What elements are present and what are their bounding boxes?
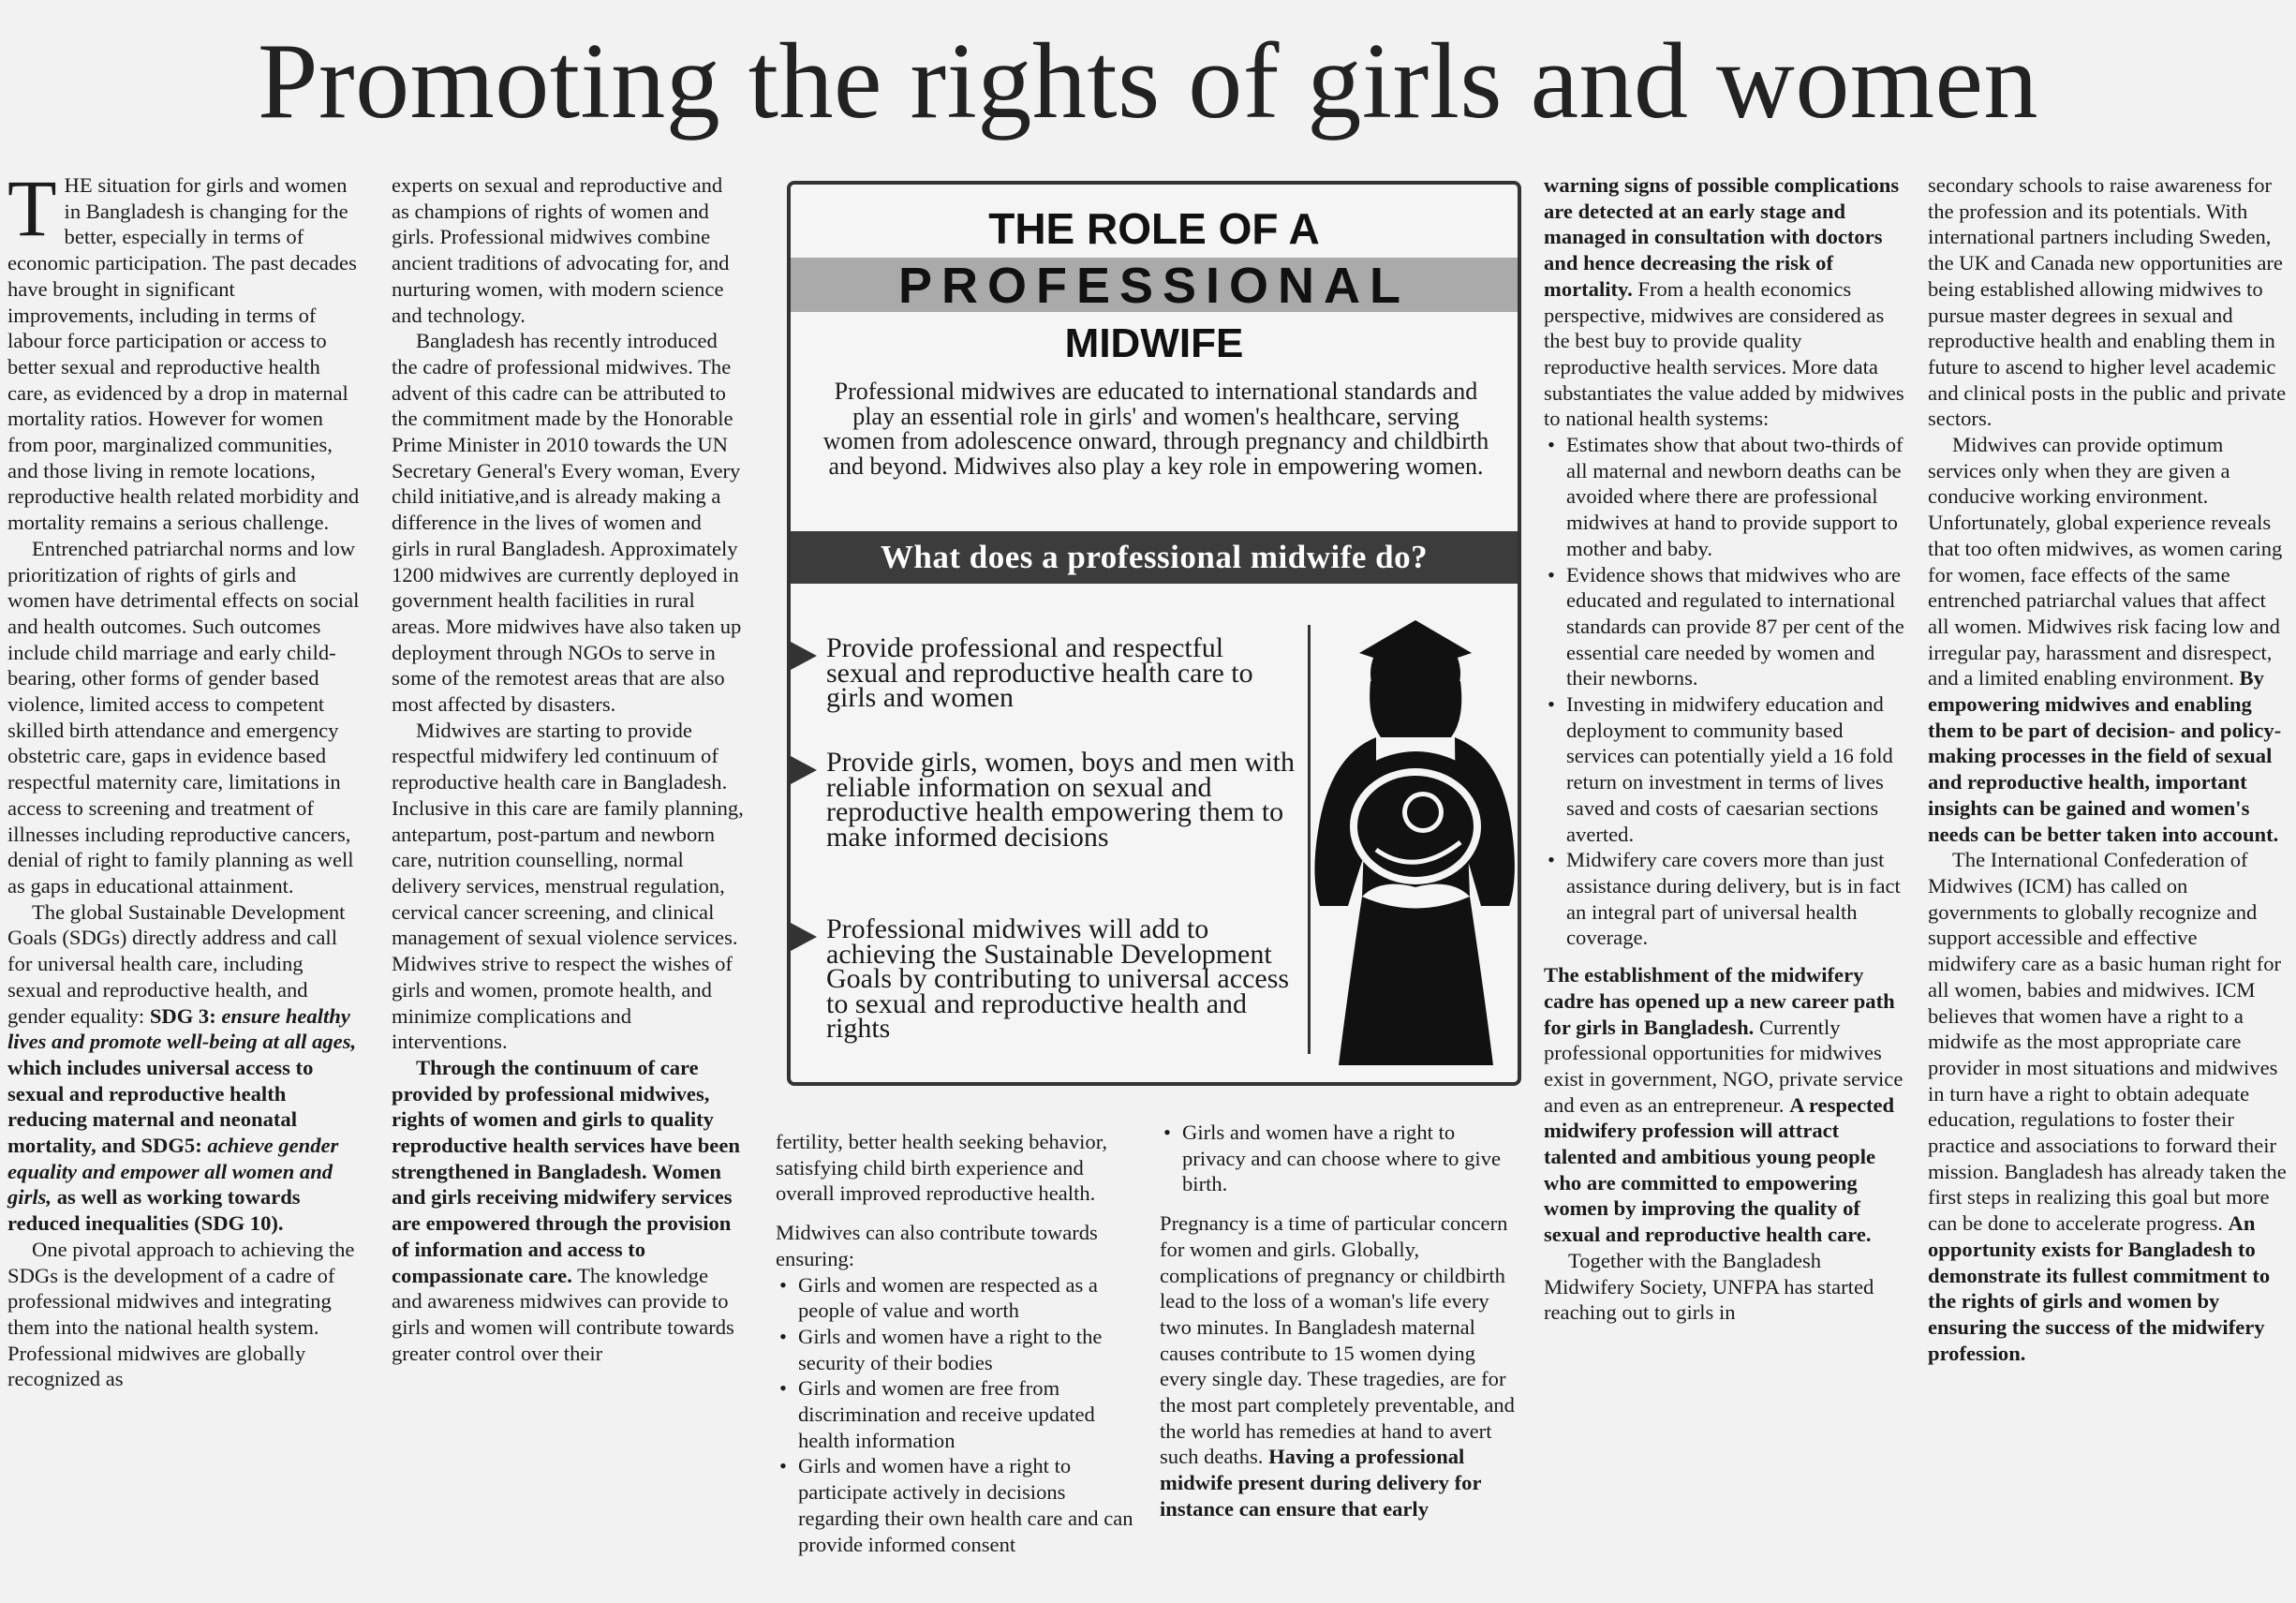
column-2 [392, 172, 744, 1366]
paragraph: The establishment of the midwifery cadre has opened up a new career path for girls in Bangladesh. Currently professional opportunities for midwives exist in government, NGO, private service and even as an entrepreneur. A respected midwifery profession will attract talented and ambitious young people who are committed to empowering women by improving the quality of sexual and reproductive health care. [1544, 963, 1903, 1247]
box-item: Provide professional and respectful sexual and reproductive health care to girls and women [826, 636, 1295, 711]
list-item: • Evidence shows that midwives who are educated and regulated to international standards can provide 87 per cent of the essential care needed by women and their newborns. [1544, 562, 1907, 692]
list-item: • Investing in midwifery education and deployment to community based services can potentially yield a 16 fold return on investment in terms of lives saved and costs of caesarian sections averted. [1544, 691, 1907, 847]
column-4 [1160, 1120, 1521, 1522]
box-title-line-2: PROFESSIONAL [897, 258, 1411, 314]
midwife-info-box [787, 181, 1521, 1086]
column-1 [7, 163, 360, 1392]
paragraph: experts on sexual and reproductive and as champions of rights of women and girls. Professional midwives combine ancient traditions of advocating for, and nurturing women, with modern science and technology. [392, 173, 730, 327]
paragraph: Midwives can provide optimum services only when they are given a conducive working environment. Unfortunately, global experience reveals that too often midwives, as women caring for women, face effects of the same entrenched patriarchal values that affect all women. Midwives risk facing low and irregular pay, harassment and disrespect, and a limited enabling environment. By empowering midwives and enabling them to be part of decision- and policy-making processes in the field of sexual and reproductive health, important insights can be gained and women's needs can be better taken into account. [1928, 433, 2283, 846]
column-3 [776, 1129, 1135, 1557]
list-item: • Girls and women are free from discrimination and receive updated health information [776, 1375, 1135, 1453]
list-item: • Girls and women have a right to the security of their bodies [776, 1324, 1135, 1375]
paragraph: The International Confederation of Midwives (ICM) has called on governments to globally recognize and support accessible and effective midwifery care as a basic human right for all women, babies and midwives. ICM believes that women have a right to a midwife as the most appropriate care provider in most situations and midwives in turn have a right to obtain adequate education, regulations to foster their practice and associations to forward their mission. Bangladesh has already taken the first steps in realizing this goal but more can be done to accelerate progress. An opportunity exists for Bangladesh to demonstrate its fullest commitment to the rights of girls and women by ensuring the success of the midwifery profession. [1928, 848, 2287, 1365]
paragraph: Together with the Bangladesh Midwifery Society, UNFPA has started reaching out to girls in [1544, 1248, 1874, 1325]
paragraph: warning signs of possible complications are detected at an early stage and managed in consultation with doctors and hence decreasing the risk of mortality. From a health economics perspective, midwives are considered as the best buy to provide quality reproductive health services. More data substantiates the value added by midwives to national health systems: [1544, 173, 1904, 431]
column-5 [1544, 172, 1907, 1326]
list-item: • Midwifery care covers more than just assistance during delivery, but is in fact an integral part of universal health coverage. [1544, 847, 1907, 951]
bullet-list [1160, 1120, 1521, 1197]
box-intro: Professional midwives are educated to international standards and play an essential role in girls' and women's healthcare, serving women from adolescence onward, through pregnancy and childbirth and beyond. Midwives also play a key role in empowering women. [822, 378, 1489, 480]
midwife-holding-baby-icon [1311, 597, 1521, 1065]
paragraph: fertility, better health seeking behavior, satisfying child birth experience and overall improved reproductive health. [776, 1130, 1107, 1206]
list-item: • Girls and women have a right to privacy and can choose where to give birth. [1160, 1120, 1521, 1197]
column-6 [1928, 172, 2289, 1366]
box-title-line-3: MIDWIFE [1064, 320, 1244, 366]
drop-cap: T [7, 163, 57, 253]
paragraph: Midwives are starting to provide respectful midwifery led continuum of reproductive health care in Bangladesh. Inclusive in this care are family planning, antepartum, post-partum and newborn care, nutrition counselling, normal delivery services, menstrual regulation, cervical cancer screening, and clinical management of sexual violence services. Midwives strive to respect the wishes of girls and women, promote health, and minimize complications and interventions. [392, 718, 744, 1054]
bullet-list [1544, 432, 1907, 951]
list-item: • Girls and women have a right to participate actively in decisions regarding their own health care and can provide informed consent [776, 1453, 1135, 1557]
paragraph: One pivotal approach to achieving the SDGs is the development of a cadre of professional midwives and integrating them into the national health system. Professional midwives are globally recognized as [7, 1237, 355, 1391]
paragraph: THE situation for girls and women in Bangladesh is changing for the better, especially in terms of economic participation. The past decades have brought in significant improvements, including in terms of labour force participation or access to better sexual and reproductive health care, as evidenced by a drop in maternal mortality ratios. However for women from poor, marginalized communities, and those living in remote locations, reproductive health related morbidity and mortality remains a serious challenge. [7, 163, 360, 535]
box-question-banner: What does a professional midwife do? [791, 531, 1518, 584]
paragraph: Pregnancy is a time of particular concern for women and girls. Globally, complications of pregnancy or childbirth lead to the loss of a woman's life every two minutes. In Bangladesh maternal causes contribute to 15 women dying every single day. These tragedies, are for the most part completely preventable, and the world has remedies at hand to avert such deaths. Having a professional midwife present during delivery for instance can ensure that early [1160, 1211, 1515, 1521]
paragraph: Entrenched patriarchal norms and low prioritization of rights of girls and women have detrimental effects on social and health outcomes. Such outcomes include child marriage and early child-bearing, other forms of gender based violence, limited access to competent skilled birth attendance and emergency obstetric care, gaps in evidence based respectful maternity care, limitations in access to screening and treatment of illnesses including reproductive cancers, denial of right to family planning as well as gaps in educational attainment. [7, 536, 360, 898]
headline: Promoting the rights of girls and women [257, 22, 2039, 141]
paragraph: Through the continuum of care provided by professional midwives, rights of women and girls to quality reproductive health services have been strengthened in Bangladesh. Women and girls receiving midwifery services are empowered through the provision of information and access to compassionate care. The knowledge and awareness midwives can provide to girls and women will contribute towards greater control over their [392, 1055, 740, 1365]
box-item: Professional midwives will add to achieving the Sustainable Development Goals by contributing to universal access to sexual and reproductive health and rights [826, 917, 1295, 1042]
paragraph: Bangladesh has recently introduced the cadre of professional midwives. The advent of this cadre can be attributed to the commitment made by the Honorable Prime Minister in 2010 towards the UN Secretary General's Every woman, Every child initiative,and is already making a difference in the lives of women and girls in rural Bangladesh. Approximately 1200 midwives are currently deployed in government health facilities in rural areas. More midwives have also taken up deployment through NGOs to serve in some of the remotest areas that are also most affected by disasters. [392, 329, 742, 717]
paragraph: secondary schools to raise awareness for the profession and its potentials. With international partners including Sweden, the UK and Canada new opportunities are being established allowing midwives to pursue master degrees in sexual and reproductive health and enabling them in future to ascend to higher level academic and clinical posts in the public and private sectors. [1928, 173, 2287, 431]
box-item: Provide girls, women, boys and men with reliable information on sexual and reproductive health empowering them to make informed decisions [826, 747, 1295, 853]
box-title-line-1: THE ROLE OF A [988, 204, 1320, 253]
list-item: • Girls and women are respected as a people of value and worth [776, 1272, 1135, 1324]
paragraph: Midwives can also contribute towards ensuring: [776, 1221, 1098, 1270]
paragraph: The global Sustainable Development Goals (SDGs) directly address and call for universal health care, including sexual and reproductive health, and gender equality: SDG 3: ensure healthy lives and promote well-being at all ages, which includes universal access to sexual and reproductive health reducing maternal and neonatal mortality, and SDG5: achieve gender equality and empower all women and girls, as well as working towards reduced inequalities (SDG 10). [7, 899, 357, 1236]
list-item: • Estimates show that about two-thirds of all maternal and newborn deaths can be avoided where there are professional midwives at hand to provide support to mother and baby. [1544, 432, 1907, 562]
bullet-list [776, 1272, 1135, 1558]
